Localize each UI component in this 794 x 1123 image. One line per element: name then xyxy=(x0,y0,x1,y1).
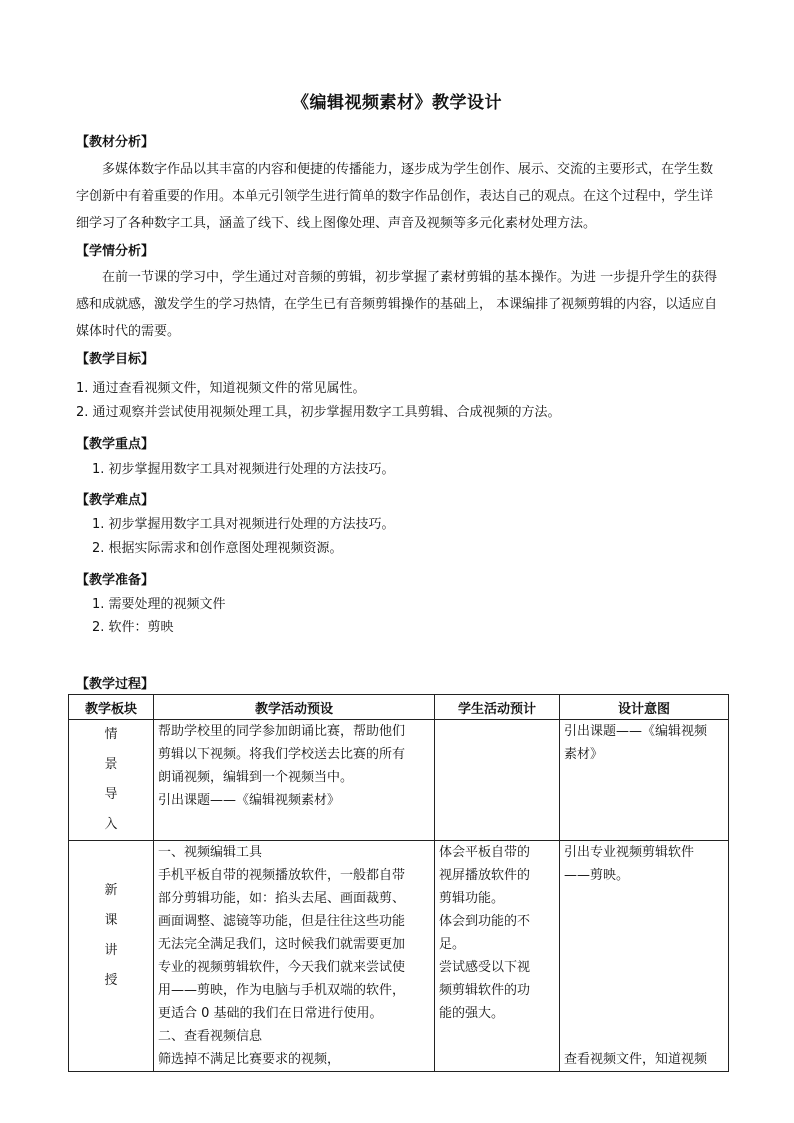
difficulty-item: 2. 根据实际需求和创作意图处理视频资源。 xyxy=(92,541,343,556)
cell-text: 引出专业视频剪辑软件 xyxy=(564,845,695,860)
table-row xyxy=(69,841,729,1072)
cell-text: 朗诵视频，编辑到一个视频当中。 xyxy=(158,770,354,785)
cell-text: 剪辑功能。 xyxy=(439,891,505,906)
goal-item: 1. 通过查看视频文件，知道视频文件的常见属性。 xyxy=(76,381,366,396)
table-row xyxy=(69,720,729,841)
page-title: 《编辑视频素材》教学设计 xyxy=(292,93,502,113)
section-heading-process: 【教学过程】 xyxy=(76,677,155,692)
prep-item: 2. 软件：剪映 xyxy=(92,620,174,635)
cell-text: 剪辑以下视频。将我们学校送去比赛的所有 xyxy=(158,747,406,762)
cell-text: 视屏播放软件的 xyxy=(439,868,531,883)
section-heading-key-points: 【教学重点】 xyxy=(76,437,155,452)
cell-text: 专业的视频剪辑软件，今天我们就来尝试使 xyxy=(158,960,406,975)
cell-text: 能的强大。 xyxy=(439,1006,505,1021)
column-header: 教学活动预设 xyxy=(154,695,435,720)
goal-item: 2. 通过观察并尝试使用视频处理工具，初步掌握用数字工具剪辑、合成视频的方法。 xyxy=(76,405,561,420)
stage-char: 授 xyxy=(104,973,118,988)
cell-text: 一、视频编辑工具 xyxy=(158,845,263,860)
cell-text: 手机平板自带的视频播放软件，一般都自带 xyxy=(158,868,406,883)
section-heading-prep: 【教学准备】 xyxy=(76,573,155,588)
stage-char: 导 xyxy=(104,787,118,802)
cell-text: 筛选掉不满足比赛要求的视频， xyxy=(158,1052,341,1067)
cell-text: 无法完全满足我们，这时候我们就需要更加 xyxy=(158,937,406,952)
stage-cell xyxy=(69,841,154,1072)
stage-char: 景 xyxy=(104,757,118,772)
intent-cell xyxy=(560,720,729,841)
section-heading-material: 【教材分析】 xyxy=(76,135,155,150)
key-point-item: 1. 初步掌握用数字工具对视频进行处理的方法技巧。 xyxy=(92,462,395,477)
cell-text: 更适合 0 基础的我们在日常进行使用。 xyxy=(158,1006,383,1021)
column-header: 学生活动预计 xyxy=(435,695,560,720)
material-paragraph: 多媒体数字作品以其丰富的内容和便捷的传播能力，逐步成为学生创作、展示、交流的主要形式，在学生数字创新中有着重要的作用。本单元引领学生进行简单的数字作品创作，表达自己的观点。在这个过程中，学生详细学习了各种数字工具，涵盖了线下、线上图像处理、声音及视频等多元化素材处理方法。 xyxy=(76,162,714,231)
section-heading-students: 【学情分析】 xyxy=(76,244,155,259)
section-heading-goals: 【教学目标】 xyxy=(76,352,155,367)
intent-cell xyxy=(560,841,729,1072)
stage-char: 情 xyxy=(104,727,118,742)
table-header-row xyxy=(69,695,729,720)
teacher-activity-cell xyxy=(154,720,435,841)
cell-text: 体会到功能的不 xyxy=(439,914,531,929)
cell-text: 查看视频文件，知道视频 xyxy=(564,1052,708,1067)
stage-char: 课 xyxy=(104,913,118,928)
stage-char: 入 xyxy=(104,817,118,832)
cell-spacer xyxy=(564,887,724,1048)
cell-text: 体会平板自带的 xyxy=(439,845,531,860)
cell-text: 部分剪辑功能，如：掐头去尾、画面裁剪、 xyxy=(158,891,406,906)
column-header: 设计意图 xyxy=(560,695,729,720)
cell-text: 引出课题——《编辑视频素材》 xyxy=(158,793,341,808)
student-activity-cell xyxy=(435,841,560,1072)
stage-char: 新 xyxy=(104,883,118,898)
cell-text: 二、查看视频信息 xyxy=(158,1029,263,1044)
students-paragraph: 在前一节课的学习中，学生通过对音频的剪辑，初步掌握了素材剪辑的基本操作。为进 一步提升学生的获得感和成就感，激发学生的学习热情，在学生已有音频剪辑操作的基础上， 本课编排了视频剪辑的内容，以适应自媒体时代的需要。 xyxy=(76,270,718,339)
cell-text: 画面调整、滤镜等功能，但是往往这些功能 xyxy=(158,914,406,929)
cell-text: 素材》 xyxy=(564,747,604,762)
cell-text: ——剪映。 xyxy=(564,868,630,883)
prep-item: 1. 需要处理的视频文件 xyxy=(92,597,226,612)
cell-text: 帮助学校里的同学参加朗诵比赛，帮助他们 xyxy=(158,724,406,739)
cell-text: 引出课题——《编辑视频 xyxy=(564,724,708,739)
cell-text: 尝试感受以下视 xyxy=(439,960,531,975)
student-activity-cell xyxy=(435,720,560,841)
section-heading-difficulties: 【教学难点】 xyxy=(76,493,155,508)
cell-text: 足。 xyxy=(439,937,466,952)
column-header: 教学板块 xyxy=(69,695,154,720)
teacher-activity-cell xyxy=(154,841,435,1072)
cell-text: 频剪辑软件的功 xyxy=(439,983,531,998)
stage-char: 讲 xyxy=(104,943,118,958)
process-table xyxy=(68,694,729,1072)
stage-cell xyxy=(69,720,154,841)
cell-text: 用——剪映，作为电脑与手机双端的软件， xyxy=(158,983,406,998)
difficulty-item: 1. 初步掌握用数字工具对视频进行处理的方法技巧。 xyxy=(92,517,395,532)
